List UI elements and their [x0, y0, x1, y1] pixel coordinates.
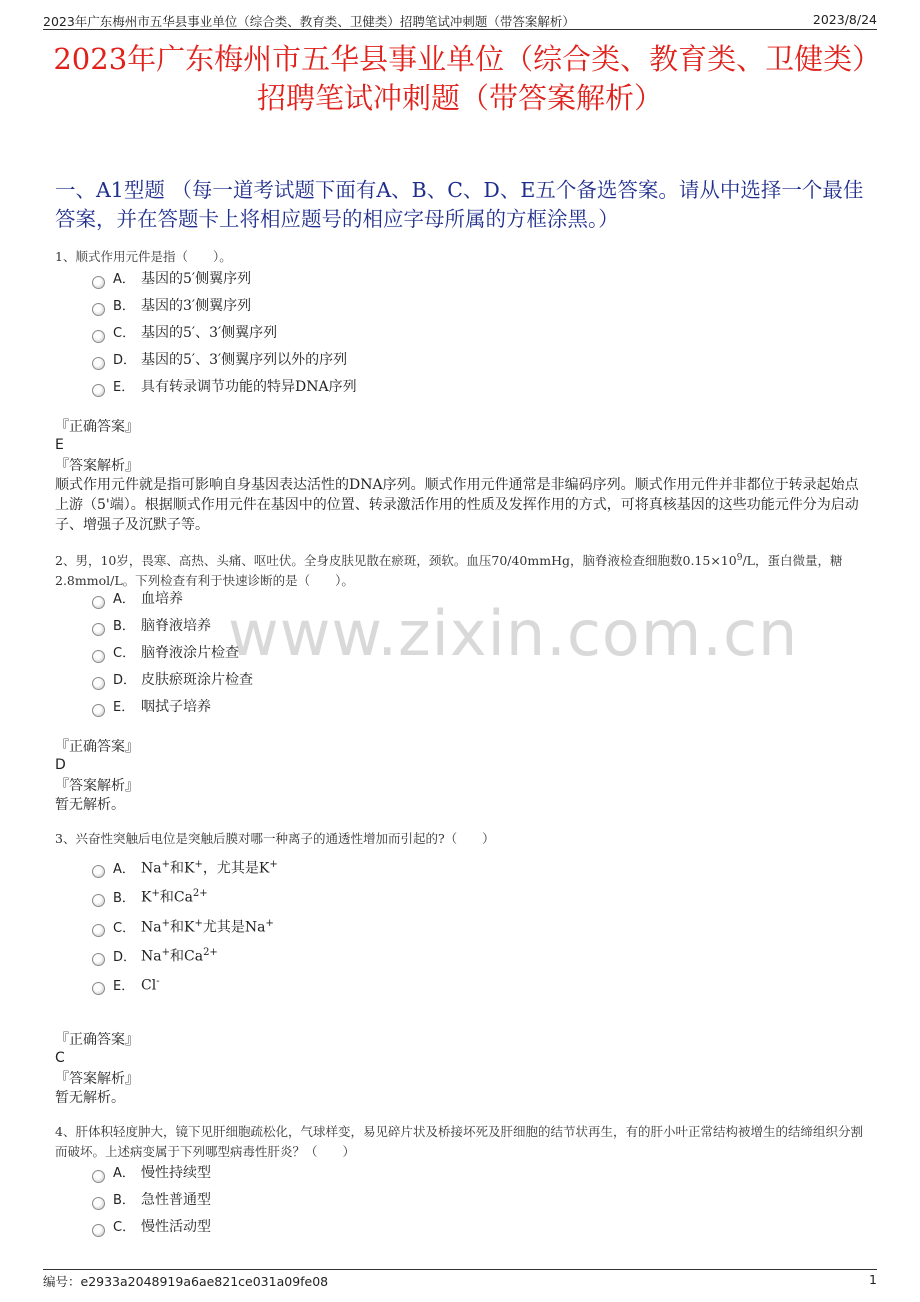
radio-icon[interactable]	[92, 357, 105, 370]
radio-icon[interactable]	[92, 704, 105, 717]
question-3-explanation: 暂无解析。	[55, 1090, 125, 1106]
section-heading: 一、A1型题 （每一道考试题下面有A、B、C、D、E五个备选答案。请从中选择一个最佳答案，并在答题卡上将相应题号的相应字母所属的方框涂黑。）	[55, 178, 864, 231]
correct-answer-label: 『正确答案』	[55, 1032, 139, 1048]
correct-answer-label: 『正确答案』	[55, 739, 139, 755]
question-2-option-b[interactable]: B． 脑脊液培养	[92, 616, 211, 636]
radio-icon[interactable]	[92, 303, 105, 316]
question-1-stem: 1、顺式作用元件是指（ ）。	[55, 249, 232, 264]
question-1-option-b[interactable]: B． 基因的3′侧翼序列	[92, 296, 251, 316]
question-2-option-c[interactable]: C． 脑脊液涂片检查	[92, 643, 239, 663]
header-title: 2023年广东梅州市五华县事业单位（综合类、教育类、卫健类）招聘笔试冲刺题（带答案解析）	[43, 14, 575, 29]
page-number: 1	[869, 1272, 877, 1287]
question-3-option-a[interactable]: A． Na+和K+，尤其是K+	[92, 855, 278, 875]
radio-icon[interactable]	[92, 384, 105, 397]
radio-icon[interactable]	[92, 924, 105, 937]
radio-icon[interactable]	[92, 953, 105, 966]
page-header	[43, 10, 877, 30]
question-1-explanation: 顺式作用元件就是指可影响自身基因表达活性的DNA序列。顺式作用元件通常是非编码序列。顺式作用元件并非都位于转录起始点上游（5'端）。根据顺式作用元件在基因中的位置、转录激活作用的性质及发挥作用的方式，可将真核基因的这些功能元件分为启动子、增强子及沉默子等。	[55, 477, 859, 533]
radio-icon[interactable]	[92, 650, 105, 663]
question-2-option-d[interactable]: D． 皮肤瘀斑涂片检查	[92, 670, 253, 690]
radio-icon[interactable]	[92, 1170, 105, 1183]
radio-icon[interactable]	[92, 596, 105, 609]
question-3-stem: 3、兴奋性突触后电位是突触后膜对哪一种离子的通透性增加而引起的?（ ）	[55, 831, 495, 846]
explanation-label: 『答案解析』	[55, 778, 139, 794]
radio-icon[interactable]	[92, 865, 105, 878]
radio-icon[interactable]	[92, 894, 105, 907]
question-1-option-d[interactable]: D． 基因的5′、3′侧翼序列以外的序列	[92, 350, 347, 370]
document-id: 编号：e2933a2048919a6ae821ce031a09fe08	[43, 1274, 329, 1289]
question-2-explanation: 暂无解析。	[55, 797, 125, 813]
question-1-option-a[interactable]: A． 基因的5′侧翼序列	[92, 269, 251, 289]
question-4-option-c[interactable]: C． 慢性活动型	[92, 1217, 211, 1237]
question-4-option-a[interactable]: A． 慢性持续型	[92, 1163, 211, 1183]
page-footer	[43, 1269, 877, 1288]
radio-icon[interactable]	[92, 677, 105, 690]
radio-icon[interactable]	[92, 276, 105, 289]
question-1-answer: E	[55, 437, 64, 453]
page-title: 2023年广东梅州市五华县事业单位（综合类、教育类、卫健类）招聘笔试冲刺题（带答案解析）	[53, 42, 867, 115]
question-2-answer: D	[55, 757, 66, 773]
question-3-option-b[interactable]: B． K+和$Ca^{2+}$	[92, 884, 208, 904]
question-4-stem: 4、肝体积轻度肿大，镜下见肝细胞疏松化，气球样变，易见碎片状及桥接坏死及肝细胞的结节状再生，有的肝小叶正常结构被增生的结缔组织分割而破坏。上述病变属于下列哪型病毒性肝炎？（ ）	[55, 1124, 863, 1159]
explanation-label: 『答案解析』	[55, 458, 139, 474]
radio-icon[interactable]	[92, 1197, 105, 1210]
radio-icon[interactable]	[92, 330, 105, 343]
question-3-option-e[interactable]: E． Cl-	[92, 972, 160, 992]
question-3-answer: C	[55, 1050, 65, 1066]
radio-icon[interactable]	[92, 982, 105, 995]
explanation-label: 『答案解析』	[55, 1071, 139, 1087]
question-3-option-c[interactable]: C． Na+和K+尤其是Na+	[92, 914, 274, 934]
header-date: 2023/8/24	[812, 12, 877, 27]
correct-answer-label: 『正确答案』	[55, 419, 139, 435]
question-2-stem: 2、男，10岁，畏寒、高热、头痛、呕吐伏。全身皮肤见散在瘀斑，颈软。血压70/40mmHg，脑脊液检查细胞数$0.15\times 10^9/L$，蛋白微量，糖2.8mmol/L。下列检查有利于快速诊断的是（ ）。	[55, 553, 843, 589]
radio-icon[interactable]	[92, 1224, 105, 1237]
question-2-option-a[interactable]: A． 血培养	[92, 589, 183, 609]
question-4-option-b[interactable]: B． 急性普通型	[92, 1190, 211, 1210]
watermark: www.zixin.com.cn	[228, 597, 799, 670]
radio-icon[interactable]	[92, 623, 105, 636]
question-3-option-d[interactable]: D． Na+和$Ca^{2+}$	[92, 943, 218, 963]
question-1-option-c[interactable]: C． 基因的5′、3′侧翼序列	[92, 323, 277, 343]
question-1-option-e[interactable]: E． 具有转录调节功能的特异DNA序列	[92, 377, 357, 397]
question-2-option-e[interactable]: E． 咽拭子培养	[92, 697, 211, 717]
